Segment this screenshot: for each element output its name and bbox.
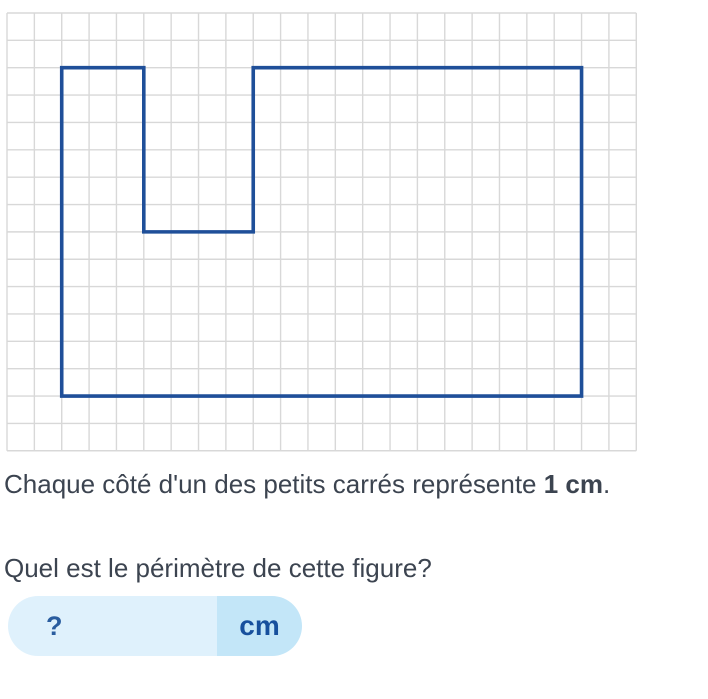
instruction-suffix: . <box>603 469 611 499</box>
instruction-unit-bold: 1 cm <box>543 469 603 499</box>
unit-label: cm <box>217 596 302 656</box>
instruction-text <box>4 466 708 502</box>
answer-placeholder: ? <box>46 610 63 641</box>
instruction-prefix: Chaque côté d'un des petits carrés représente <box>4 469 544 499</box>
answer-input[interactable] <box>8 596 217 656</box>
question-text: Quel est le périmètre de cette figure? <box>4 553 432 583</box>
answer-pill <box>8 596 302 656</box>
